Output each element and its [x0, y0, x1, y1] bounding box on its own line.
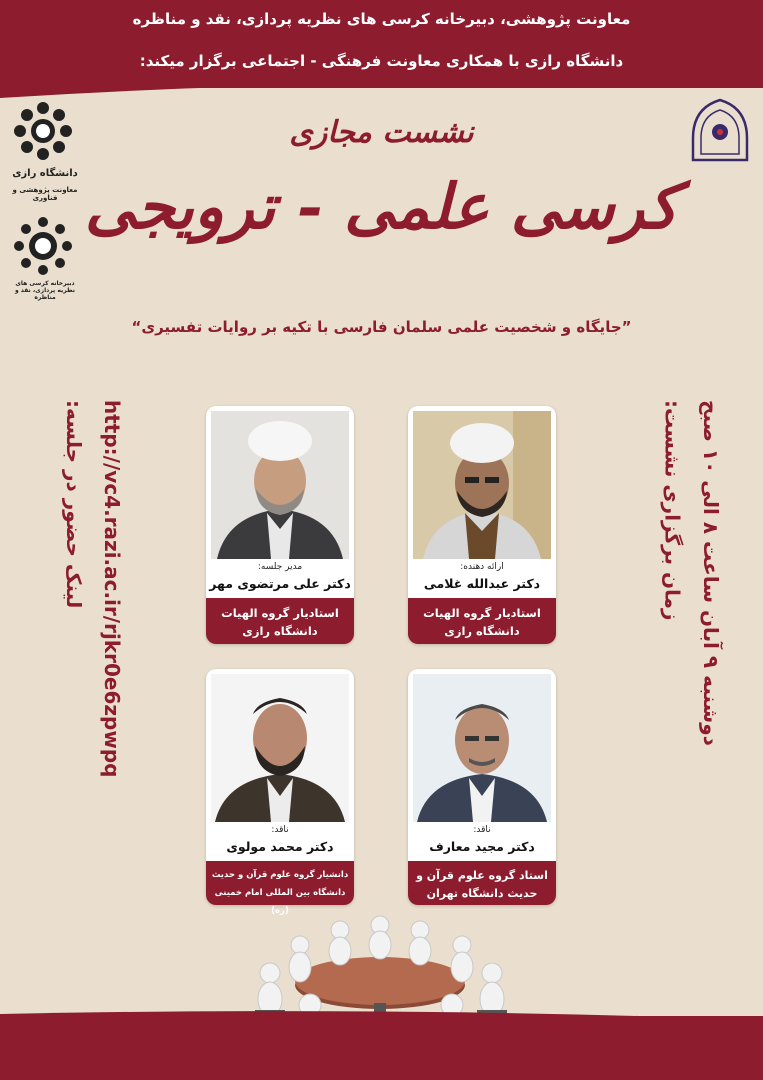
schedule-datetime-column	[693, 400, 723, 780]
speaker-name: دکتر عبدالله غلامی	[423, 576, 541, 591]
event-topic: ”جایگاه و شخصیت علمی سلمان فارسی با تکیه بر روایات تفسیری“	[131, 318, 632, 336]
speaker-position: استادیار گروه الهیات دانشگاه رازی	[408, 598, 556, 644]
speaker-name: دکتر محمد مولوی	[226, 839, 334, 854]
meeting-link[interactable]: http://vc4.razi.ac.ir/rjkr0e6zpwpq	[100, 400, 124, 778]
speaker-position: دانشیار گروه علوم قرآن و حدیث دانشگاه بین المللی امام خمینی (ره)	[206, 861, 354, 905]
speaker-photo-moderator	[211, 411, 349, 559]
header-line-2: دانشگاه رازی با همکاری معاونت فرهنگی - اجتماعی برگزار میکند:	[139, 52, 624, 70]
speaker-position: استاد گروه علوم قرآن و حدیث دانشگاه تهران	[408, 861, 556, 905]
header-banner	[0, 0, 763, 88]
speaker-photo-critic-1	[413, 674, 551, 822]
speaker-role: مدیر جلسه:	[257, 562, 303, 572]
schedule-label: زمان برگزاری نشست:	[661, 400, 685, 621]
speaker-role: ناقد:	[473, 825, 491, 835]
speaker-photo-presenter	[413, 411, 551, 559]
speaker-card-moderator	[206, 406, 354, 644]
logo-caption-razi: دانشگاه رازی	[12, 168, 78, 179]
speaker-position: استادیار گروه الهیات دانشگاه رازی	[206, 598, 354, 644]
speaker-name: دکتر مجید معارف	[429, 839, 535, 854]
speaker-photo-critic-2	[211, 674, 349, 822]
logo-caption-secretariat: دبیرخانه کرسی های نظریه پردازی، نقد و مناظره	[14, 280, 76, 301]
footer-banner	[0, 1016, 763, 1080]
speaker-role: ارائه دهنده:	[460, 562, 504, 572]
link-url-column	[100, 400, 130, 780]
link-label-column	[62, 400, 92, 780]
event-subtitle: نشست مجازی	[289, 115, 474, 150]
link-label: لینک حضور در جلسه:	[62, 400, 86, 609]
header-curve	[0, 80, 763, 100]
speaker-card-critic-1	[408, 669, 556, 905]
schedule-label-column	[655, 400, 685, 780]
speaker-card-critic-2	[206, 669, 354, 916]
speaker-card-presenter	[408, 406, 556, 644]
speaker-role: ناقد:	[271, 825, 289, 835]
header-line-1: معاونت پژوهشی، دبیرخانه کرسی های نظریه پردازی، نقد و مناظره	[132, 10, 631, 28]
schedule-datetime: دوشنبه ۹ آبان ساعت ۸ الی ۱۰ صبح	[699, 400, 723, 746]
logo-caption-vp: معاونت پژوهشی و فناوری	[12, 186, 78, 202]
event-title: کرسی علمی - ترویجی	[84, 170, 679, 243]
speaker-name: دکتر علی مرتضوی مهر	[209, 576, 351, 591]
